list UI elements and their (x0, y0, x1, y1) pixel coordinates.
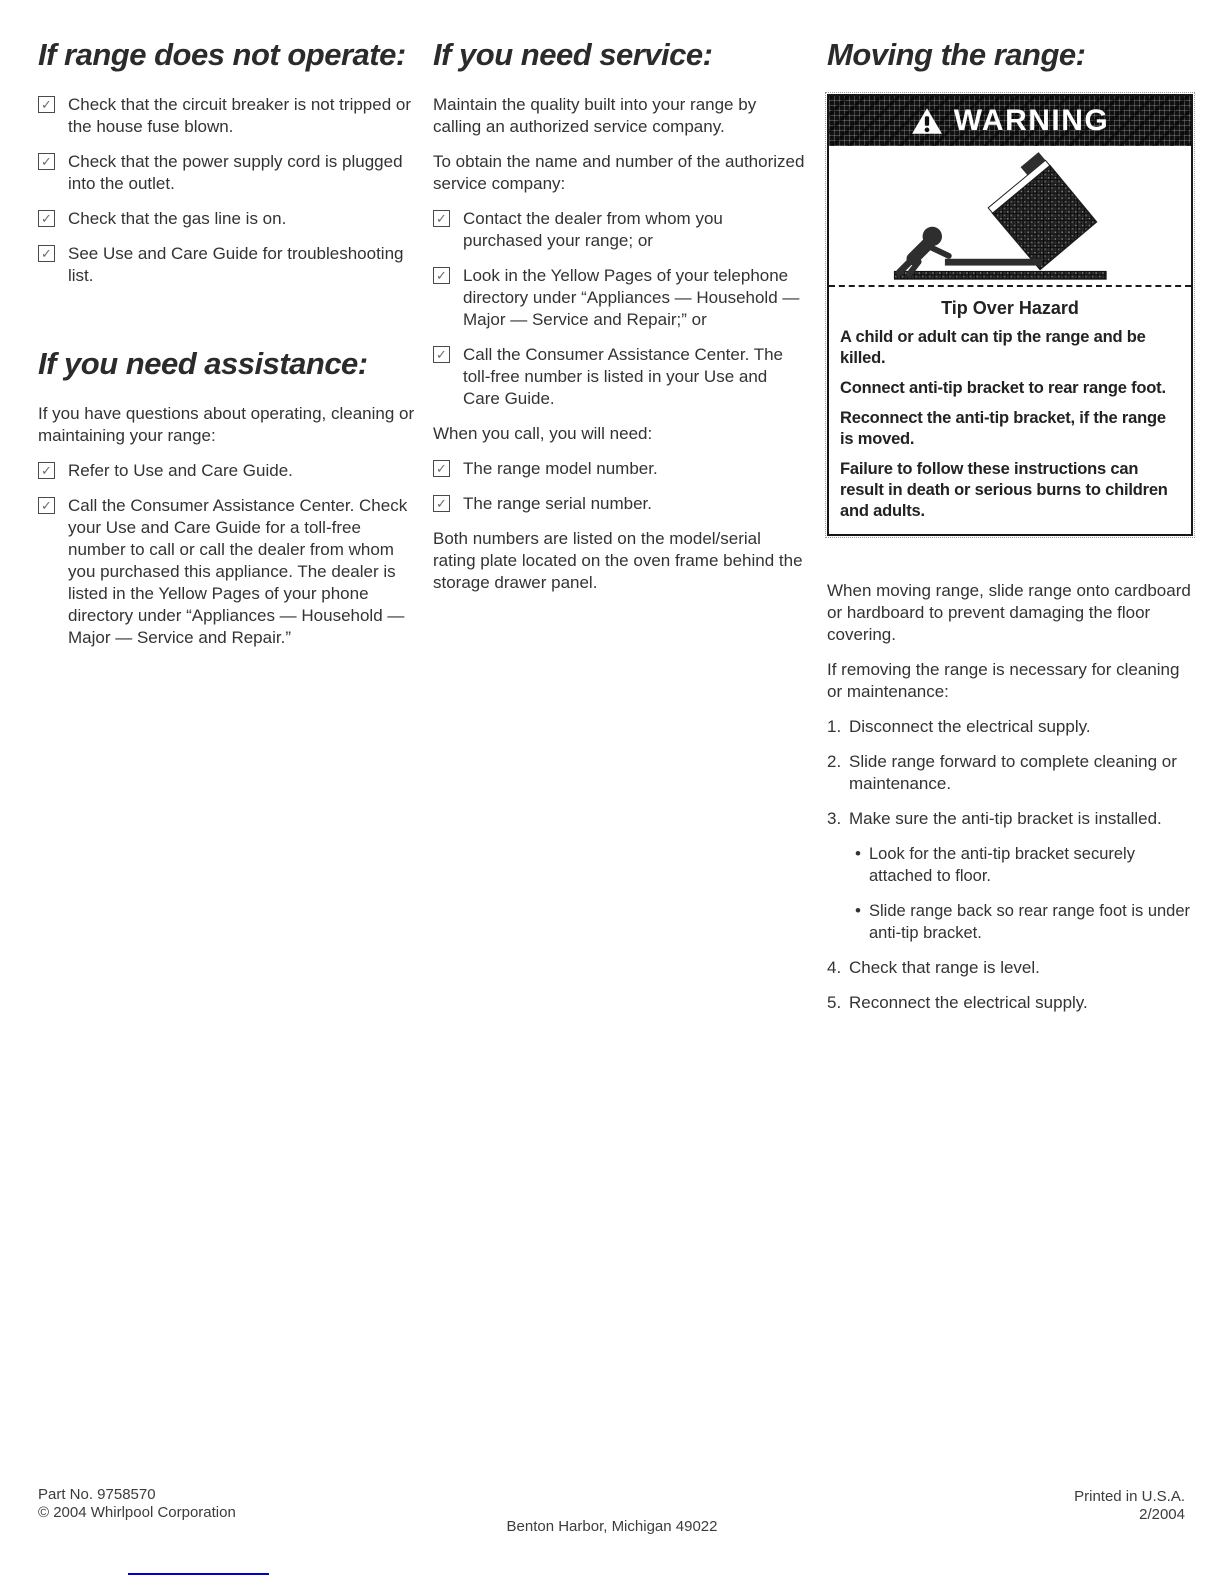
warning-triangle-icon (911, 107, 943, 135)
step-text: Make sure the anti-tip bracket is installed. (849, 809, 1162, 828)
checklist-item (433, 493, 805, 515)
step-number: 2. (827, 752, 842, 771)
checklist-item-text: Look in the Yellow Pages of your telephone directory under “Appliances — Household — Major — Service and Repair;” or (463, 266, 800, 329)
footer-right-block (1074, 1488, 1185, 1524)
checklist-item-text: Call the Consumer Assistance Center. Check your Use and Care Guide for a toll-free number to call or call the dealer from whom you purchased this appliance. The dealer is listed in the Yellow Pages of your phone directory under “Appliances — Household — Major — Service and Repair.” (68, 496, 408, 647)
checklist-service-contacts (433, 208, 805, 410)
step-text: Reconnect the electrical supply. (849, 993, 1088, 1012)
heading-moving-the-range: Moving the range: (827, 37, 1086, 72)
service-paragraph-1: Maintain the quality built into your range by calling an authorized service company. (433, 95, 757, 136)
warning-banner (829, 96, 1191, 146)
warning-line: Connect anti-tip bracket to rear range foot. (840, 379, 1166, 397)
warning-line: Reconnect the anti-tip bracket, if the range is moved. (840, 409, 1166, 448)
sub-bullet-text: Slide range back so rear range foot is under anti-tip bracket. (869, 902, 1191, 942)
warning-text-area (829, 287, 1191, 534)
bullet-icon: • (855, 901, 861, 920)
tip-over-hazard-graphic (829, 149, 1191, 285)
step-number: 5. (827, 993, 842, 1012)
columns-container (38, 36, 1193, 1027)
heading-if-you-need-assistance: If you need assistance: (38, 346, 368, 381)
step-text: Slide range forward to complete cleaning or maintenance. (849, 752, 1177, 793)
checklist-item-text: Call the Consumer Assistance Center. The toll-free number is listed in your Use and Care Guide. (463, 345, 784, 408)
step-number: 3. (827, 809, 842, 828)
bullet-icon: • (855, 844, 861, 863)
warning-title: Tip Over Hazard (941, 298, 1079, 318)
moving-paragraph-2: If removing the range is necessary for cleaning or maintenance: (827, 660, 1180, 701)
footer-left-block (38, 1486, 236, 1522)
checkbox-icon: ✓ (433, 346, 450, 363)
checkbox-icon: ✓ (433, 495, 450, 512)
warning-box (827, 94, 1193, 536)
checkbox-icon: ✓ (433, 460, 450, 477)
footer-address: Benton Harbor, Michigan 49022 (506, 1518, 718, 1535)
checkbox-icon: ✓ (38, 245, 55, 262)
service-paragraph-2: To obtain the name and number of the authorized service company: (433, 152, 805, 193)
assistance-intro: If you have questions about operating, cleaning or maintaining your range: (38, 404, 415, 445)
warning-line: Failure to follow these instructions can result in death or serious burns to children and adults. (840, 460, 1168, 520)
checkbox-icon: ✓ (38, 153, 55, 170)
service-paragraph-4: Both numbers are listed on the model/serial rating plate located on the oven frame behind the storage drawer panel. (433, 529, 803, 592)
checkbox-icon: ✓ (433, 267, 450, 284)
checklist-item (38, 208, 420, 230)
checkbox-icon: ✓ (38, 210, 55, 227)
step-item (827, 957, 1193, 979)
sub-bullet-item (855, 843, 1193, 887)
footer-part-number: Part No. 9758570 (38, 1486, 156, 1503)
step-text: Disconnect the electrical supply. (849, 717, 1091, 736)
checkbox-icon: ✓ (38, 462, 55, 479)
footer-printed-in: Printed in U.S.A. (1074, 1488, 1185, 1505)
checklist-item-text: Check that the gas line is on. (68, 209, 287, 228)
checklist-item (38, 460, 420, 482)
column-middle (433, 36, 805, 607)
footer-blue-line (128, 1573, 269, 1575)
checklist-item (38, 495, 420, 649)
heading-if-you-need-service: If you need service: (433, 37, 713, 72)
checklist-item-text: The range serial number. (463, 494, 652, 513)
step-item (827, 992, 1193, 1014)
moving-steps-list (827, 716, 1193, 1014)
step-item (827, 808, 1193, 830)
warning-line: A child or adult can tip the range and be killed. (840, 328, 1146, 367)
footer-date: 2/2004 (1139, 1506, 1185, 1523)
column-right (827, 36, 1193, 1027)
footer-copyright: © 2004 Whirlpool Corporation (38, 1504, 236, 1521)
checklist-item (433, 344, 805, 410)
checkbox-icon: ✓ (38, 96, 55, 113)
step-text: Check that range is level. (849, 958, 1040, 977)
sub-bullet-text: Look for the anti-tip bracket securely attached to floor. (869, 845, 1135, 885)
checklist-call-needs (433, 458, 805, 515)
step-item (827, 716, 1193, 738)
checkbox-icon: ✓ (38, 497, 55, 514)
service-paragraph-3: When you call, you will need: (433, 424, 653, 443)
checklist-item (38, 94, 420, 138)
checklist-range-not-operate (38, 94, 420, 287)
step-number: 1. (827, 717, 842, 736)
heading-if-range-does-not-operate: If range does not operate: (38, 37, 406, 72)
checkbox-icon: ✓ (433, 210, 450, 227)
checklist-item-text: See Use and Care Guide for troubleshooting list. (68, 244, 404, 285)
step-number: 4. (827, 958, 842, 977)
warning-image-area (829, 146, 1191, 287)
step-item (827, 751, 1193, 795)
checklist-item (38, 151, 420, 195)
warning-label: WARNING (953, 104, 1110, 137)
checklist-item (38, 243, 420, 287)
moving-paragraph-1: When moving range, slide range onto cardboard or hardboard to prevent damaging the floor covering. (827, 581, 1191, 644)
checklist-item (433, 458, 805, 480)
checklist-item-text: Refer to Use and Care Guide. (68, 461, 293, 480)
sub-bullet-item (855, 900, 1193, 944)
checklist-assistance (38, 460, 420, 649)
column-left (38, 36, 420, 662)
checklist-item-text: Contact the dealer from whom you purchased your range; or (463, 209, 723, 250)
checklist-item (433, 265, 805, 331)
checklist-item (433, 208, 805, 252)
checklist-item-text: Check that the circuit breaker is not tripped or the house fuse blown. (68, 95, 411, 136)
checklist-item-text: The range model number. (463, 459, 658, 478)
checklist-item-text: Check that the power supply cord is plugged into the outlet. (68, 152, 403, 193)
